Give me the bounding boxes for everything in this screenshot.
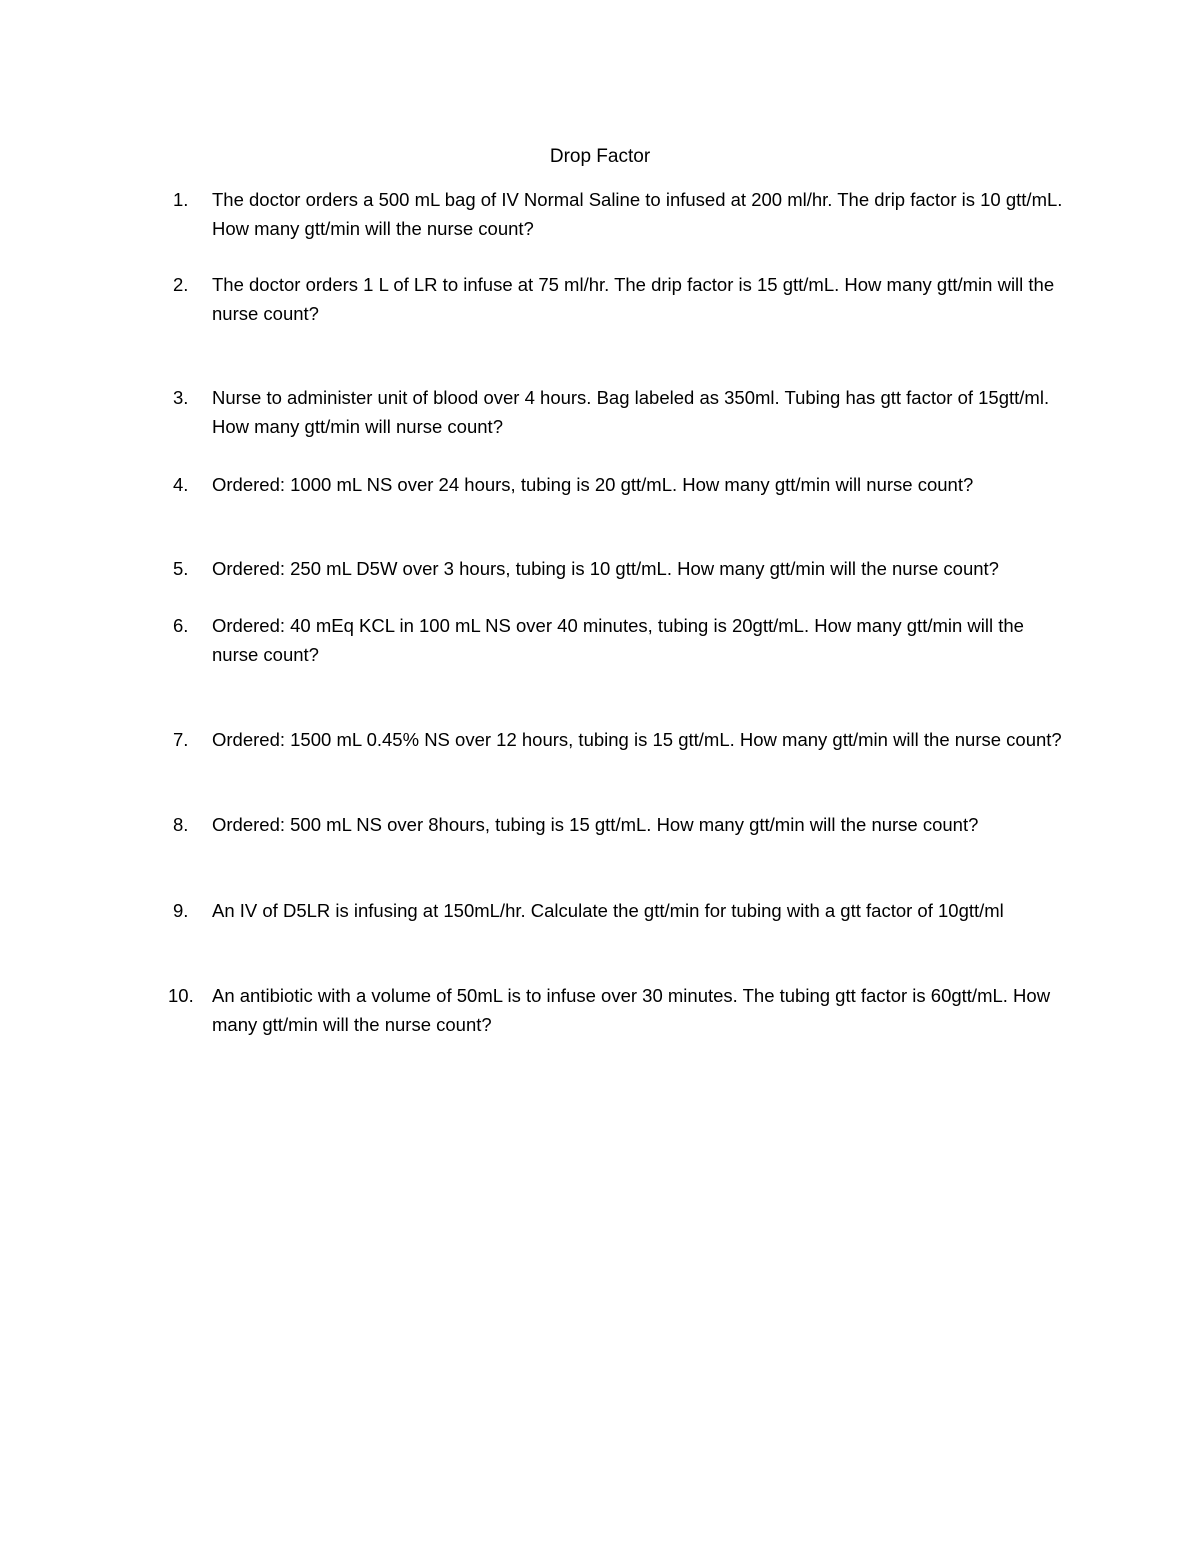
question-text: The doctor orders a 500 mL bag of IV Normal Saline to infused at 200 ml/hr. The drip factor is 10 gtt/mL. How many gtt/min will the nurse count? — [212, 189, 1063, 239]
question-item — [173, 897, 1073, 926]
question-text: Ordered: 1500 mL 0.45% NS over 12 hours, tubing is 15 gtt/mL. How many gtt/min will the nurse count? — [212, 729, 1062, 750]
question-number: 8. — [173, 814, 189, 835]
question-number: 4. — [173, 474, 189, 495]
question-number: 10. — [168, 985, 194, 1006]
question-text: Ordered: 250 mL D5W over 3 hours, tubing is 10 gtt/mL. How many gtt/min will the nurse count? — [212, 558, 999, 579]
question-item — [173, 811, 1073, 840]
question-text: The doctor orders 1 L of LR to infuse at 75 ml/hr. The drip factor is 15 gtt/mL. How many gtt/min will the nurse count? — [212, 274, 1055, 324]
question-number: 6. — [173, 615, 189, 636]
question-number: 3. — [173, 387, 189, 408]
question-item — [173, 555, 1073, 584]
question-item — [173, 186, 1073, 243]
question-number: 1. — [173, 189, 189, 210]
question-text: Ordered: 40 mEq KCL in 100 mL NS over 40 minutes, tubing is 20gtt/mL. How many gtt/min will the nurse count? — [212, 615, 1024, 665]
question-number: 9. — [173, 900, 189, 921]
question-number: 2. — [173, 274, 189, 295]
question-item — [173, 471, 1073, 500]
question-item — [173, 726, 1073, 755]
question-text: Nurse to administer unit of blood over 4 hours. Bag labeled as 350ml. Tubing has gtt factor of 15gtt/ml. How many gtt/min will nurse count? — [212, 387, 1050, 437]
question-item — [173, 612, 1073, 669]
page-title: Drop Factor — [549, 146, 651, 167]
question-text: An antibiotic with a volume of 50mL is to infuse over 30 minutes. The tubing gtt factor is 60gtt/mL. How many gtt/min will the nurse count? — [212, 985, 1051, 1035]
question-text: An IV of D5LR is infusing at 150mL/hr. Calculate the gtt/min for tubing with a gtt factor of 10gtt/ml — [212, 900, 1004, 921]
question-number: 5. — [173, 558, 189, 579]
question-text: Ordered: 1000 mL NS over 24 hours, tubing is 20 gtt/mL. How many gtt/min will nurse count? — [212, 474, 974, 495]
question-item — [173, 384, 1073, 441]
question-text: Ordered: 500 mL NS over 8hours, tubing is 15 gtt/mL. How many gtt/min will the nurse count? — [212, 814, 979, 835]
question-item — [173, 271, 1073, 328]
question-item — [168, 982, 1068, 1039]
question-number: 7. — [173, 729, 189, 750]
